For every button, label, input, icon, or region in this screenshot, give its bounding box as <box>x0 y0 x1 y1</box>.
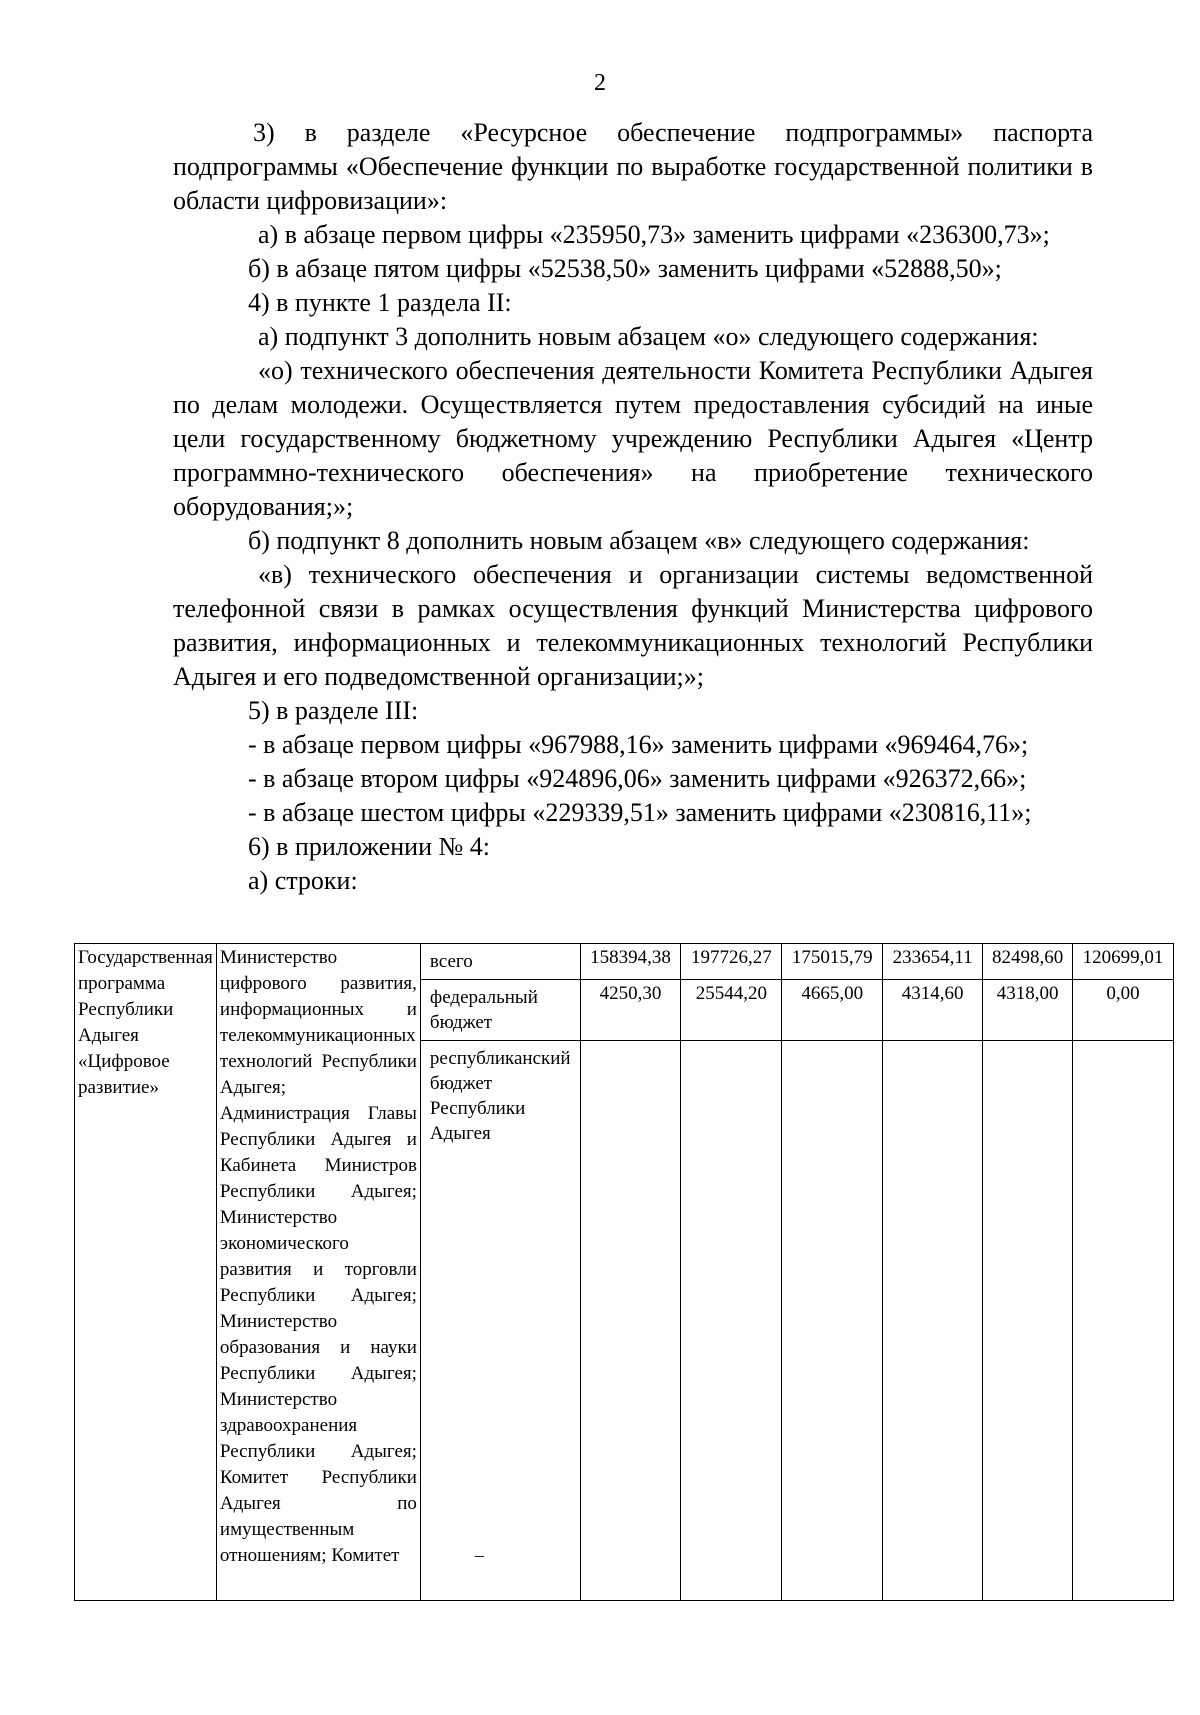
program-cell: Государственная программа Республики Адыгея «Цифровое развитие» <box>75 944 217 1601</box>
source-cell <box>420 944 580 980</box>
value-cell <box>580 1041 681 1601</box>
paragraph-item-6: 6) в приложении № 4: <box>248 832 491 861</box>
value-cell: 4250,30 <box>580 980 681 1041</box>
source-label: республиканский бюджет Республики Адыгея <box>429 1048 571 1144</box>
paragraph-item-5: 5) в разделе III: <box>248 696 419 725</box>
value-cell <box>1073 1041 1174 1601</box>
source-cell <box>420 1041 580 1601</box>
paragraph-item-5-line3: - в абзаце шестом цифры «229339,51» заменить цифрами «230816,11»; <box>248 798 1032 827</box>
paragraph-item-4: 4) в пункте 1 раздела II: <box>248 288 512 317</box>
value-cell <box>983 1041 1073 1601</box>
value-cell: 4665,00 <box>782 980 883 1041</box>
value-cell: 4314,60 <box>883 980 983 1041</box>
paragraph-item-6a: а) строки: <box>248 866 358 895</box>
paragraph-item-3: 3) в разделе «Ресурсное обеспечение подпрограммы» паспорта подпрограммы «Обеспечение функции по выработке государственной политики в области цифровизации»: <box>173 118 1093 215</box>
value-cell: 0,00 <box>1073 980 1174 1041</box>
value-cell: 4318,00 <box>983 980 1073 1041</box>
paragraph-item-5-line2: - в абзаце втором цифры «924896,06» заменить цифрами «926372,66»; <box>248 764 1027 793</box>
value-cell: 197726,27 <box>681 944 782 980</box>
value-cell: 82498,60 <box>983 944 1073 980</box>
paragraph-item-4a: а) подпункт 3 дополнить новым абзацем «о» следующего содержания: <box>258 322 1039 351</box>
paragraph-item-3b: б) в абзаце пятом цифры «52538,50» заменить цифрами «52888,50»; <box>248 254 1002 283</box>
value-cell <box>883 1041 983 1601</box>
executors-cell: Министерство цифрового развития, информационных и телекоммуникационных технологий Республики Адыгея; Администрация Главы Республики Адыгея и Кабинета Министров Республики Адыгея; Министерство экономического развития и торговли Республики Адыгея; Министерство образования и науки Республики Адыгея; Министерство здравоохранения Республики Адыгея; Комитет Республики Адыгея по имущественным отношениям; Комитет <box>216 944 420 1601</box>
value-cell: 233654,11 <box>883 944 983 980</box>
document-body <box>173 116 1093 898</box>
paragraph-quote-v: «в) технического обеспечения и организации системы ведомственной телефонной связи в рамках осуществления функций Министерства цифрового развития, информационных и телекоммуникационных технологий Республики Адыгея и его подведомственной организации;»; <box>173 560 1093 691</box>
value-cell: 120699,01 <box>1073 944 1174 980</box>
source-cell <box>420 980 580 1041</box>
value-cell <box>782 1041 883 1601</box>
paragraph-item-3a: а) в абзаце первом цифры «235950,73» заменить цифрами «236300,73»; <box>258 220 1050 249</box>
page-number: 2 <box>594 70 606 96</box>
value-cell <box>681 1041 782 1601</box>
paragraph-item-5-line1: - в абзаце первом цифры «967988,16» заменить цифрами «969464,76»; <box>248 730 1029 759</box>
dash-mark: – <box>475 1545 484 1565</box>
value-cell: 25544,20 <box>681 980 782 1041</box>
source-label: всего <box>429 951 473 972</box>
value-cell: 175015,79 <box>782 944 883 980</box>
source-label: федеральный бюджет <box>429 987 538 1033</box>
appendix-table <box>74 943 1174 1601</box>
paragraph-quote-o: «о) технического обеспечения деятельности Комитета Республики Адыгея по делам молодежи. Осуществляется путем предоставления субсидий на иные цели государственному бюджетному учреждению Республики Адыгея «Центр программно-технического обеспечения» на приобретение технического оборудования;»; <box>173 356 1093 521</box>
table-row <box>75 944 1174 980</box>
value-cell: 158394,38 <box>580 944 681 980</box>
paragraph-item-4b: б) подпункт 8 дополнить новым абзацем «в» следующего содержания: <box>248 526 1030 555</box>
